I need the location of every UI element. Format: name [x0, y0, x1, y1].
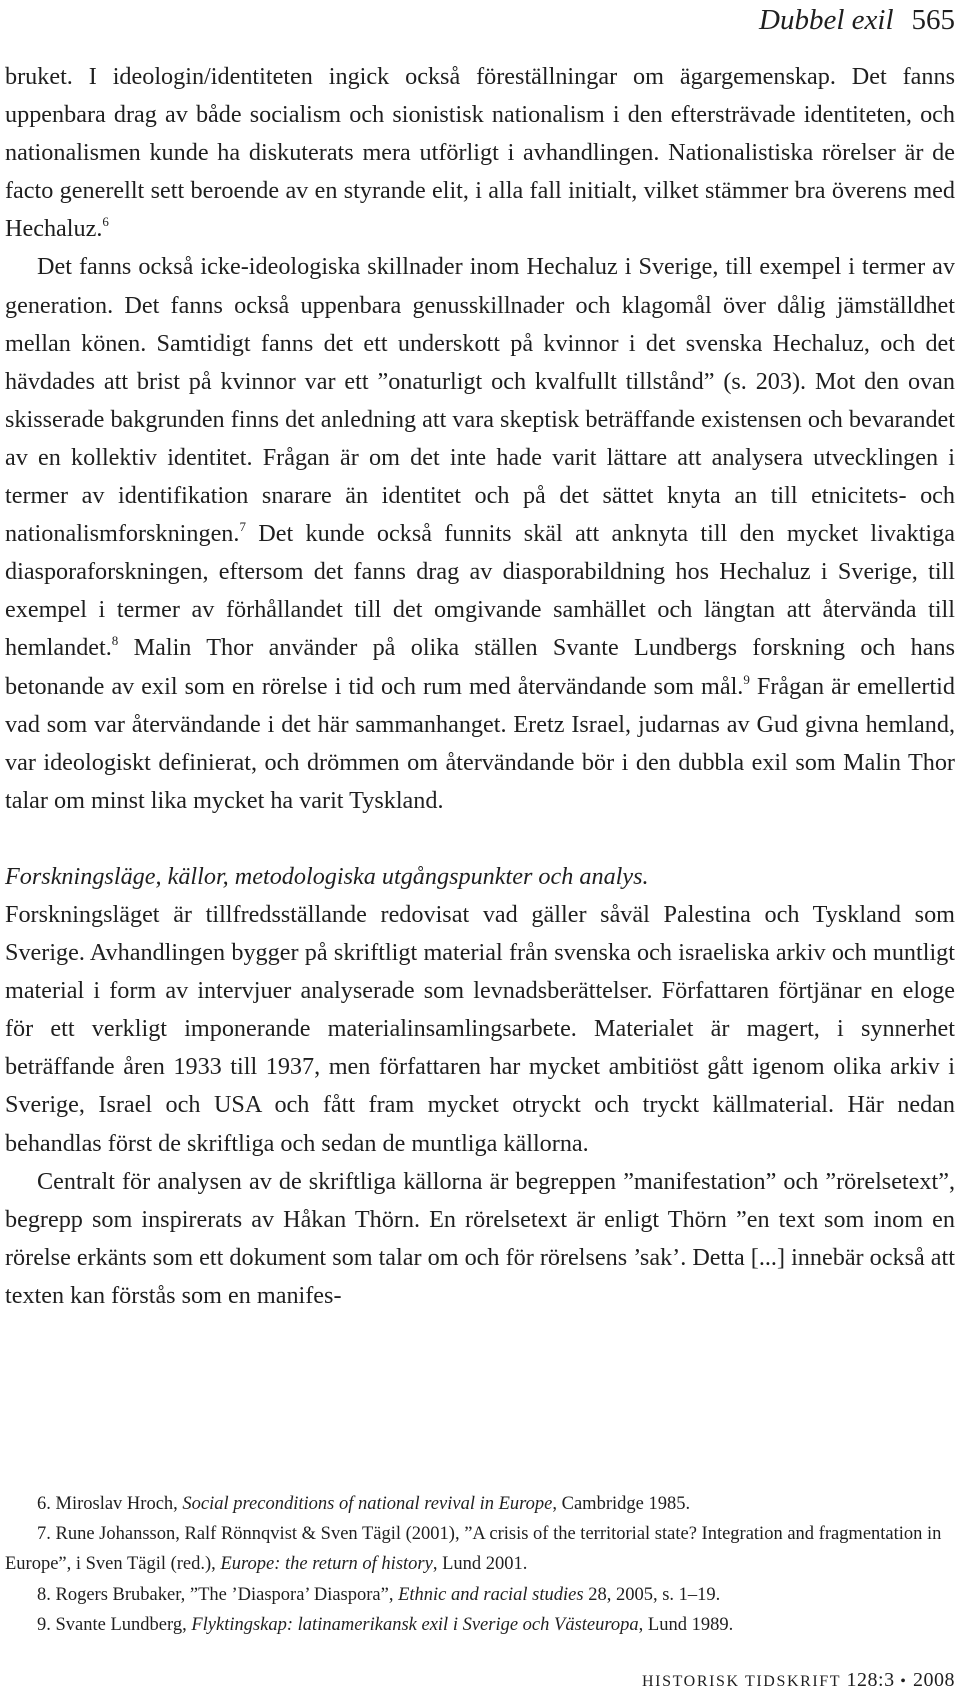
footnote — [5, 1519, 955, 1579]
footnote — [5, 1489, 955, 1519]
journal-name: HISTORISK TIDSKRIFT — [642, 1673, 841, 1690]
footnote — [5, 1580, 955, 1610]
footnote-text: , Cambridge 1985. — [552, 1494, 691, 1514]
paragraph-text: Det fanns också icke-ideologiska skillnader inom Hechaluz i Sverige, till exempel i termer av generation. Det fanns också uppenbara genusskillnader och klagomål över dålig jämställdhet mellan könen. Samtidigt fanns det ett underskott på kvinnor i det svenska Hechaluz, och det hävdades att brist på kvinnor var ett ”onaturligt och kvalfullt tillstånd” (s. 203). Mot den ovan skisserade bakgrunden finns det anledning att vara skeptisk beträffande existensen och bevarandet av en kollektiv identitet. Frågan är om det inte hade varit lättare att analysera utvecklingen i termer av identifikation snarare än identitet och på det sättet knyta an till etnicitets- och nationalismforskningen. — [5, 253, 955, 548]
running-title: Dubbel exil — [759, 4, 894, 36]
paragraph-text: bruket. I ideologin/identiteten ingick också föreställningar om ägargemenskap. Det fanns uppenbara drag av både socialism och sionistisk nationalism i den eftersträvade identiteten, och nationalismen kunde ha diskuterats mera utförligt i avhandlingen. Nationalistiska rörelser är de facto generellt sett beroende av en styrande elit, i alla fall initialt, vilket stämmer bra överens med Hechaluz. — [5, 63, 955, 243]
journal-issue: 128:3 — [846, 1669, 895, 1691]
body-text — [5, 58, 955, 1315]
section-heading: Forskningsläge, källor, metodologiska utgångspunkter och analys. — [5, 862, 649, 890]
footnote-ref[interactable]: 9 — [743, 671, 750, 687]
running-footer — [642, 1667, 955, 1695]
paragraph — [5, 248, 955, 819]
footnote-ref[interactable]: 7 — [239, 519, 246, 535]
cited-title: Ethnic and racial studies — [398, 1584, 584, 1605]
page-number: 565 — [911, 4, 955, 36]
footnote-text: , Lund 2001. — [432, 1554, 528, 1575]
footnote-text: 28, 2005, s. 1–19. — [583, 1584, 721, 1605]
journal-year: 2008 — [913, 1669, 955, 1691]
footnote-text: , Lund 1989. — [638, 1614, 734, 1635]
footnote — [5, 1610, 955, 1640]
footnote-text: 8. Rogers Brubaker, ”The ’Diaspora’ Diaspora”, — [37, 1584, 399, 1605]
paragraph-text: Frågan är emellertid vad som var återvändande i det här sammanhanget. Eretz Israel, judarnas av Gud givna hemland, var ideologiskt definierat, och drömmen om återvändande bör i den dubbla exil som Malin Thor talar om minst lika mycket ha varit Tyskland. — [5, 672, 955, 814]
footnote-ref[interactable]: 6 — [102, 214, 109, 230]
paragraph: Forskningsläget är tillfredsställande redovisat vad gäller såväl Palestina och Tyskland som Sverige. Avhandlingen bygger på skriftligt material från svenska och israeliska arkiv och muntligt material i form av intervjuer analyserade som levnadsberättelser. Författaren förtjänar en eloge för ett verkligt imponerande materialinsamlingsarbete. Materialet är magert, i synnerhet beträffande åren 1933 till 1937, men författaren har mycket ambitiöst gått igenom olika arkiv i Sverige, Israel och USA och fått fram mycket otryckt och tryckt källmaterial. Här nedan behandlas först de skriftliga och sedan de muntliga källorna. — [5, 900, 955, 1157]
footnote-text: 9. Svante Lundberg, — [37, 1614, 192, 1635]
cited-title: Flyktingskap: latinamerikansk exil i Sverige och Västeuropa — [191, 1614, 639, 1635]
paragraph — [5, 58, 955, 248]
running-header — [759, 2, 955, 38]
cited-title: Social preconditions of national revival in Europe — [182, 1494, 553, 1514]
footer-separator: • — [900, 1673, 908, 1690]
paragraph-text: Det kunde också funnits skäl att anknyta till den mycket livaktiga diasporaforskningen, eftersom det fanns drag av diasporabildning hos Hechaluz i Sverige, till exempel i termer av förhållandet till det omgivande samhället och längtan att återvända till hemlandet. — [5, 520, 955, 662]
paragraph: Centralt för analysen av de skriftliga källorna är begreppen ”manifestation” och ”rörelsetext”, begrepp som inspirerats av Håkan Thörn. En rörelsetext är enligt Thörn ”en text som inom en rörelse erkänts som ett dokument som talar om och för rörelsens ’sak’. Detta [...] innebär också att texten kan förstås som en manifes- — [5, 1167, 955, 1309]
cited-title: Europe: the return of history — [220, 1554, 433, 1575]
footnote-text: 7. Rune Johansson, Ralf Rönnqvist & Sven Tägil (2001), ”A crisis of the territorial state? Integration and fragmentation in Europe”, i Sven Tägil (red.), — [5, 1524, 942, 1575]
footnote-ref[interactable]: 8 — [111, 633, 119, 649]
footnote-text: 6. Miroslav Hroch, — [37, 1494, 183, 1514]
footnotes — [5, 1489, 955, 1640]
paragraph-text: Malin Thor använder på olika ställen Svante Lundbergs forskning och hans betonande av exil som en rörelse i tid och rum med återvändande som mål. — [5, 634, 955, 700]
